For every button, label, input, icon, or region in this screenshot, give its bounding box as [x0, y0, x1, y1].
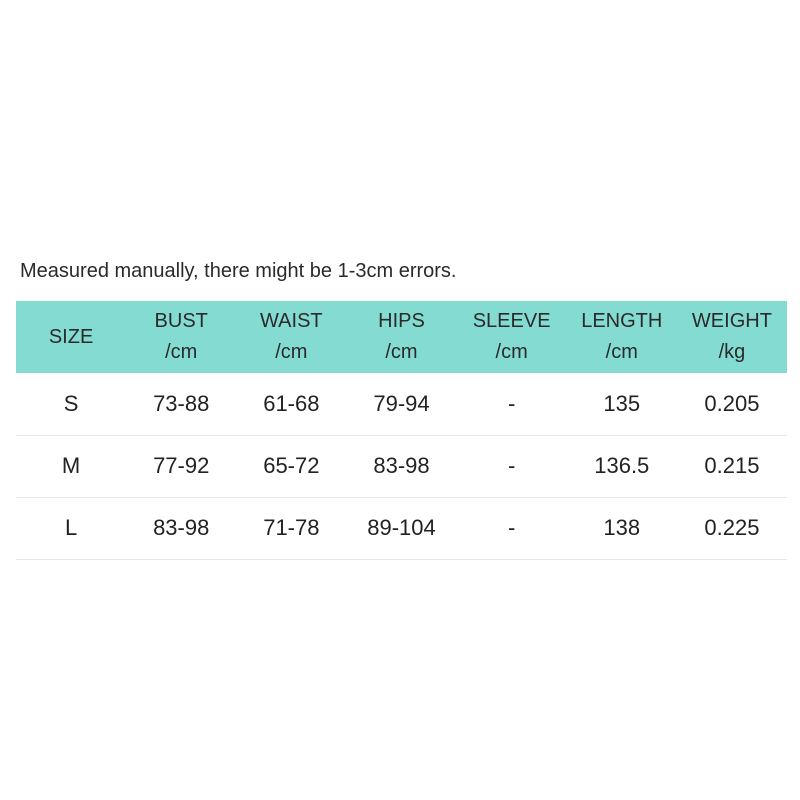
cell-sleeve: -: [457, 435, 567, 497]
cell-size: L: [16, 497, 126, 559]
cell-sleeve: -: [457, 373, 567, 435]
cell-waist: 71-78: [236, 497, 346, 559]
header-unit: /cm: [385, 341, 418, 363]
table-row: [16, 435, 787, 497]
header-unit: /cm: [165, 341, 198, 363]
cell-bust: 77-92: [126, 435, 236, 497]
header-unit: /cm: [275, 341, 308, 363]
cell-length: 136.5: [567, 435, 677, 497]
table-header-row: [16, 301, 787, 373]
header-length: [567, 301, 677, 373]
cell-size: S: [16, 373, 126, 435]
table-row: [16, 373, 787, 435]
header-unit: /cm: [605, 341, 638, 363]
cell-bust: 83-98: [126, 497, 236, 559]
header-label: HIPS: [378, 310, 425, 332]
measurement-note: Measured manually, there might be 1-3cm errors.: [20, 260, 457, 282]
cell-weight: 0.225: [677, 497, 787, 559]
cell-weight: 0.205: [677, 373, 787, 435]
cell-weight: 0.215: [677, 435, 787, 497]
header-label: WEIGHT: [691, 310, 772, 332]
header-label: BUST: [154, 310, 208, 332]
header-weight: [677, 301, 787, 373]
cell-hips: 79-94: [346, 373, 456, 435]
header-label: LENGTH: [581, 310, 663, 332]
cell-waist: 61-68: [236, 373, 346, 435]
header-label: SIZE: [48, 325, 94, 348]
header-sleeve: [457, 301, 567, 373]
cell-hips: 89-104: [346, 497, 456, 559]
header-label: SLEEVE: [472, 310, 551, 332]
header-bust: [126, 301, 236, 373]
header-hips: [346, 301, 456, 373]
cell-size: M: [16, 435, 126, 497]
header-unit: /cm: [495, 341, 528, 363]
header-waist: [236, 301, 346, 373]
header-unit: /kg: [718, 341, 746, 363]
table-row: [16, 497, 787, 559]
size-chart-table: [16, 301, 787, 560]
cell-bust: 73-88: [126, 373, 236, 435]
cell-waist: 65-72: [236, 435, 346, 497]
cell-length: 138: [567, 497, 677, 559]
cell-sleeve: -: [457, 497, 567, 559]
header-size: [16, 301, 126, 373]
cell-length: 135: [567, 373, 677, 435]
cell-hips: 83-98: [346, 435, 456, 497]
header-label: WAIST: [260, 310, 323, 332]
